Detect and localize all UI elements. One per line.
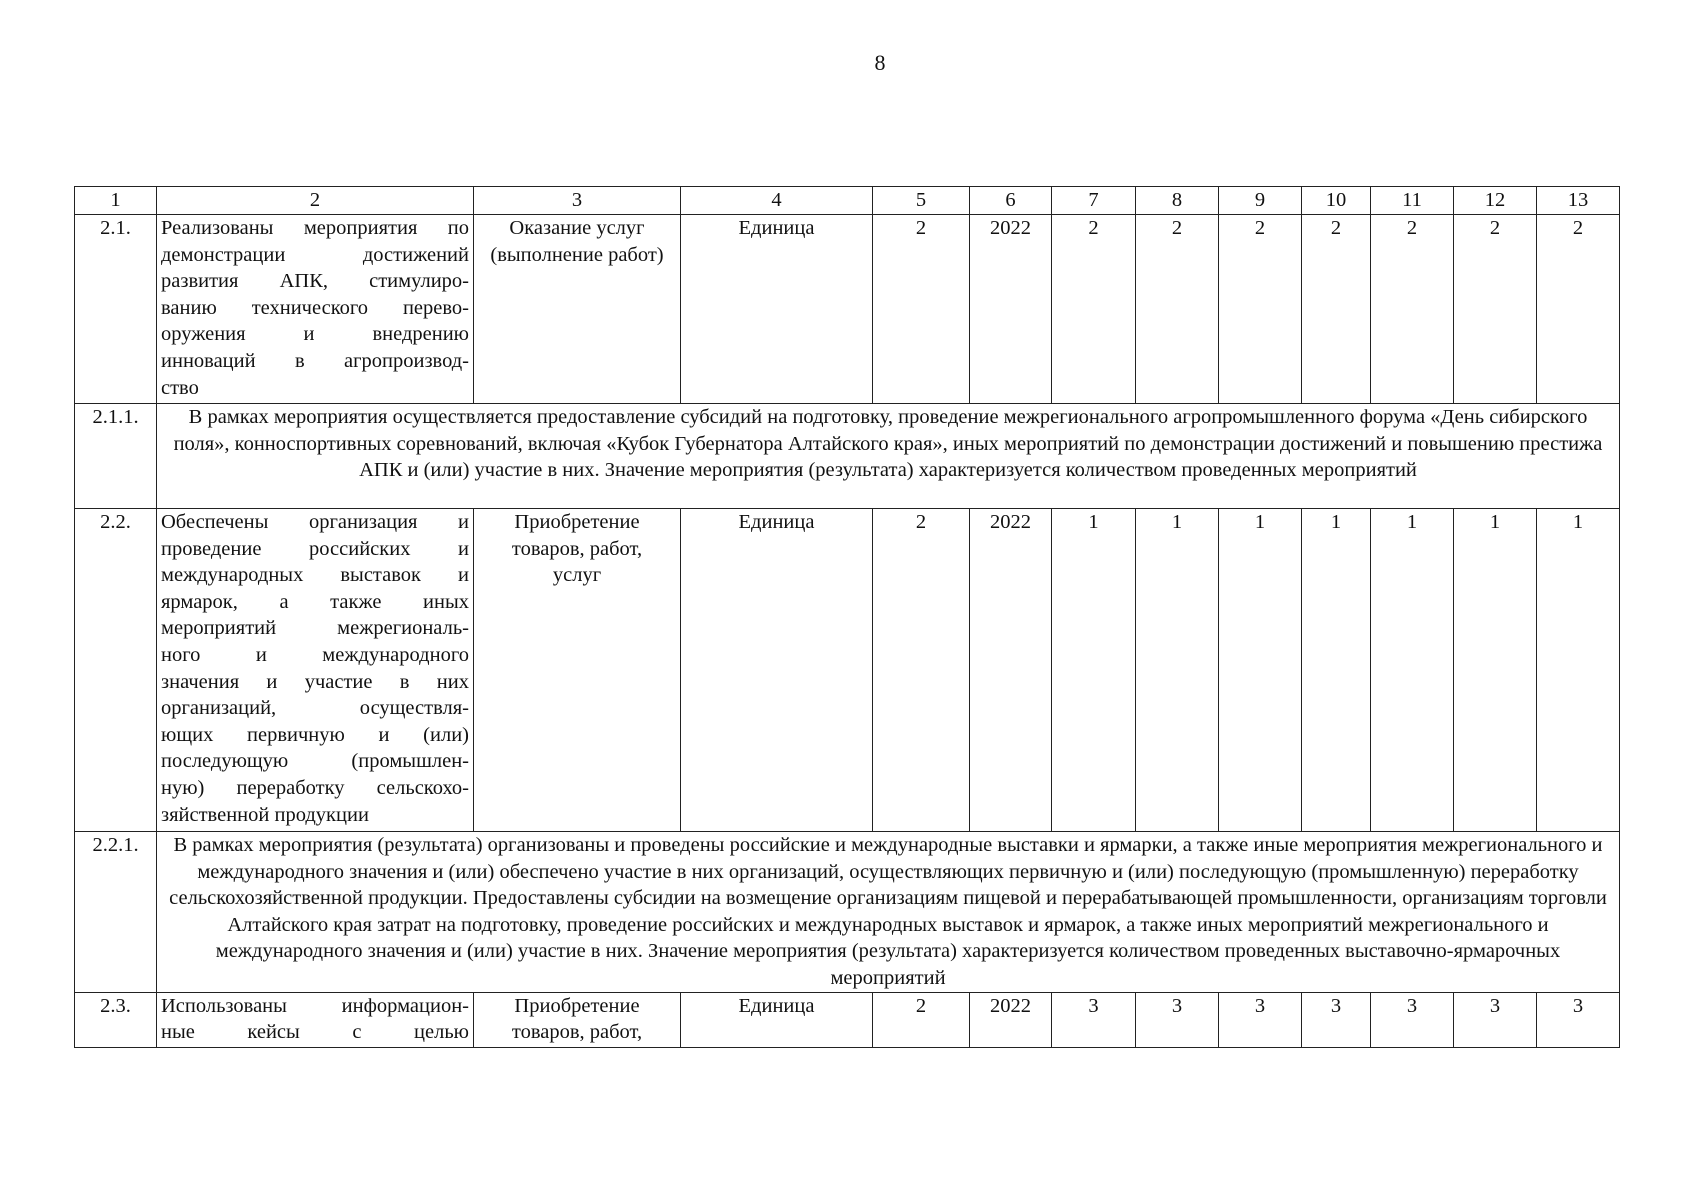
row-number: 2.3. xyxy=(75,992,157,1047)
value-cell: 1 xyxy=(1136,509,1219,832)
value-cell: 3 xyxy=(1136,992,1219,1047)
value-cell: 1 xyxy=(1052,509,1136,832)
header-cell: 10 xyxy=(1302,187,1371,215)
event-type-line: товаров, работ, xyxy=(511,1021,643,1044)
event-type-line: Оказание услуг xyxy=(509,217,645,239)
value-cell: 1 xyxy=(1454,509,1537,832)
table-row xyxy=(75,509,1620,832)
row-number: 2.2. xyxy=(75,509,157,832)
header-cell: 13 xyxy=(1537,187,1620,215)
event-type-cell xyxy=(474,992,681,1047)
event-name-line: организаций, осуществля- xyxy=(161,697,469,720)
value-cell: 2 xyxy=(1302,215,1371,404)
value-cell: 2 xyxy=(1219,215,1302,404)
table-row xyxy=(75,992,1620,1047)
value-cell: 2 xyxy=(1454,215,1537,404)
value-cell: 2 xyxy=(873,215,970,404)
header-cell: 2 xyxy=(157,187,474,215)
event-name-line: ство xyxy=(161,376,199,399)
event-type-line: товаров, работ, xyxy=(511,537,643,560)
description-cell: В рамках мероприятия осуществляется предоставление субсидий на подготовку, проведение межрегионального агропромышленного форума «День сибирского поля», конноспортивных соревнований, включая «Кубок Губернатора Алтайского края», иных мероприятий по демонстрации достижений и повышению престижа АПК и (или) участие в них. Значение мероприятия (результата) характеризуется количеством проведенных мероприятий xyxy=(157,404,1620,509)
event-name-line: ные кейсы с целью xyxy=(161,1021,469,1044)
year-cell: 2022 xyxy=(970,215,1052,404)
value-cell: 3 xyxy=(1537,992,1620,1047)
table-row xyxy=(75,404,1620,509)
event-type-cell xyxy=(474,509,681,832)
row-number: 2.1.1. xyxy=(75,404,157,509)
header-cell: 3 xyxy=(474,187,681,215)
event-type-cell xyxy=(474,215,681,404)
row-number: 2.2.1. xyxy=(75,832,157,993)
event-name-line: ную) переработку сельскохо- xyxy=(161,776,469,799)
page-number: 8 xyxy=(874,50,886,75)
value-cell: 3 xyxy=(1454,992,1537,1047)
unit-cell: Единица xyxy=(681,215,873,404)
event-name-cell xyxy=(157,215,474,404)
value-cell: 1 xyxy=(1371,509,1454,832)
event-name-line: зяйственной продукции xyxy=(161,803,369,826)
table-row xyxy=(75,215,1620,404)
event-name-line: развития АПК, стимулиро- xyxy=(161,270,469,293)
header-row xyxy=(75,187,1620,215)
event-name-cell xyxy=(157,992,474,1047)
event-name-line: Обеспечены организация и xyxy=(161,511,469,533)
event-name-line: последующую (промышлен- xyxy=(161,750,469,773)
value-cell: 3 xyxy=(1302,992,1371,1047)
year-cell: 2022 xyxy=(970,509,1052,832)
event-name-line: ванию технического перево- xyxy=(161,296,469,319)
value-cell: 3 xyxy=(1052,992,1136,1047)
value-cell: 2 xyxy=(1537,215,1620,404)
value-cell: 2 xyxy=(1371,215,1454,404)
header-cell: 6 xyxy=(970,187,1052,215)
header-cell: 5 xyxy=(873,187,970,215)
header-cell: 8 xyxy=(1136,187,1219,215)
event-name-line: оружения и внедрению xyxy=(161,323,469,346)
value-cell: 2 xyxy=(1136,215,1219,404)
event-type-line: Приобретение xyxy=(514,511,640,533)
event-name-line: ярмарок, а также иных xyxy=(161,590,469,613)
header-cell: 11 xyxy=(1371,187,1454,215)
row-number: 2.1. xyxy=(75,215,157,404)
event-name-line: международных выставок и xyxy=(161,564,469,587)
value-cell: 2 xyxy=(873,992,970,1047)
event-name-cell xyxy=(157,509,474,832)
event-name-line: Использованы информацион- xyxy=(161,994,469,1017)
indicators-table xyxy=(74,186,1620,1048)
event-type-line: (выполнение работ) xyxy=(490,243,664,266)
event-name-line: ного и международного xyxy=(161,643,469,666)
event-name-line: проведение российских и xyxy=(161,537,469,560)
year-cell: 2022 xyxy=(970,992,1052,1047)
event-name-line: демонстрации достижений xyxy=(161,243,469,266)
event-name-line: ющих первичную и (или) xyxy=(161,723,469,746)
event-name-line: инноваций в агропроизвод- xyxy=(161,349,469,372)
unit-cell: Единица xyxy=(681,509,873,832)
header-cell: 9 xyxy=(1219,187,1302,215)
value-cell: 2 xyxy=(873,509,970,832)
value-cell: 3 xyxy=(1371,992,1454,1047)
description-cell: В рамках мероприятия (результата) организованы и проведены российские и международные выставки и ярмарки, а также иные мероприятия межрегионального и международного значения и (или) обеспечено участие в них организаций, осуществляющих первичную и (или) последующую (промышленную) переработку сельскохозяйственной продукции. Предоставлены субсидии на возмещение организациям пищевой и перерабатывающей промышленности, организациям торговли Алтайского края затрат на подготовку, проведение российских и международных выставок и ярмарок, а также иных мероприятий межрегионального и международного значения и (или) участие в них. Значение мероприятия (результата) характеризуется количеством проведенных выставочно-ярмарочных мероприятий xyxy=(157,832,1620,993)
header-cell: 4 xyxy=(681,187,873,215)
value-cell: 1 xyxy=(1537,509,1620,832)
unit-cell: Единица xyxy=(681,992,873,1047)
header-cell: 1 xyxy=(75,187,157,215)
table-row xyxy=(75,832,1620,993)
header-cell: 7 xyxy=(1052,187,1136,215)
event-name-line: значения и участие в них xyxy=(161,670,469,693)
value-cell: 2 xyxy=(1052,215,1136,404)
event-name-line: Реализованы мероприятия по xyxy=(161,217,469,239)
event-name-line: мероприятий межрегиональ- xyxy=(161,617,469,640)
value-cell: 1 xyxy=(1302,509,1371,832)
event-type-line: Приобретение xyxy=(514,994,640,1017)
value-cell: 3 xyxy=(1219,992,1302,1047)
event-type-line: услуг xyxy=(552,564,602,587)
value-cell: 1 xyxy=(1219,509,1302,832)
header-cell: 12 xyxy=(1454,187,1537,215)
